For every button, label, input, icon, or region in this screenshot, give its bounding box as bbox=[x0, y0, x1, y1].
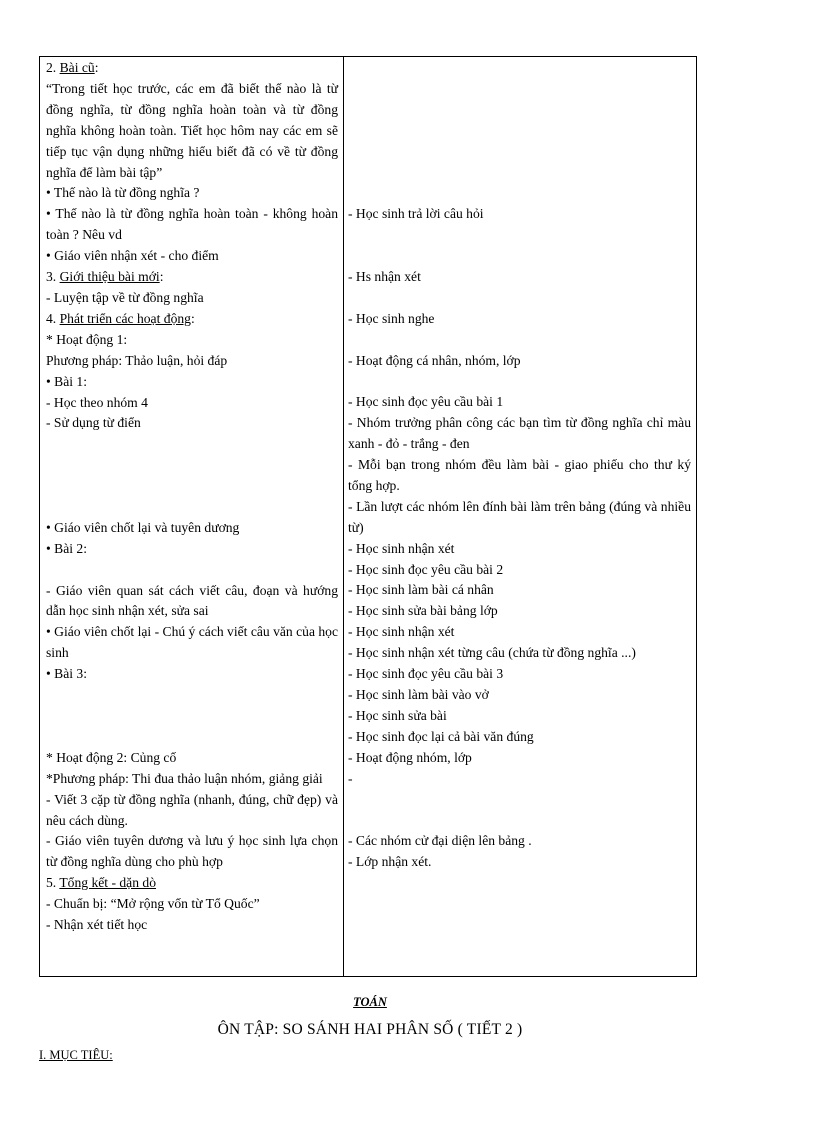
spacer bbox=[348, 162, 691, 183]
teacher-text: *Phương pháp: Thi đua thảo luận nhóm, giảng giải bbox=[46, 770, 323, 786]
spacer bbox=[348, 225, 691, 246]
spacer bbox=[46, 434, 338, 455]
student-text: - Học sinh nhận xét bbox=[348, 540, 455, 556]
teacher-text: • Bài 1: bbox=[46, 373, 88, 389]
student-text: - Mỗi bạn trong nhóm đều làm bài - giao phiếu cho thư ký tổng hợp. bbox=[348, 457, 691, 493]
student-text: - Học sinh nhận xét từng câu (chứa từ đồng nghĩa ...) bbox=[348, 645, 636, 661]
teacher-activities-column bbox=[46, 58, 338, 936]
student-text: - Học sinh làm bài vào vở bbox=[348, 687, 489, 702]
student-activities-column bbox=[348, 58, 691, 873]
teacher-text: Phương pháp: Thảo luận, hỏi đáp bbox=[46, 352, 228, 368]
spacer bbox=[348, 58, 691, 79]
spacer bbox=[46, 560, 338, 581]
section-heading: 3. Giới thiệu bài mới: bbox=[46, 269, 164, 285]
spacer bbox=[46, 727, 338, 748]
student-text: - Lớp nhận xét. bbox=[348, 854, 432, 870]
spacer bbox=[348, 288, 691, 309]
student-text: - bbox=[348, 770, 353, 786]
teacher-text: • Thế nào là từ đồng nghĩa ? bbox=[46, 185, 200, 201]
student-text: - Hoạt động cá nhân, nhóm, lớp bbox=[348, 352, 521, 368]
spacer bbox=[348, 371, 691, 392]
teacher-text: “Trong tiết học trước, các em đã biết thế nào là từ đồng nghĩa, từ đồng nghĩa hoàn toàn và từ đồng nghĩa không hoàn toàn. Tiết học hôm nay các em sẽ tiếp tục vận dụng những hiểu biết đã có về từ đồng nghĩa để làm bài tập” bbox=[46, 80, 338, 180]
teacher-text: - Chuẩn bị: “Mở rộng vốn từ Tổ Quốc” bbox=[46, 896, 260, 912]
teacher-text: • Giáo viên nhận xét - cho điểm bbox=[46, 248, 219, 264]
student-text: - Học sinh sửa bài bảng lớp bbox=[348, 603, 498, 619]
spacer bbox=[348, 330, 691, 351]
spacer bbox=[348, 790, 691, 811]
student-text: - Học sinh nghe bbox=[348, 310, 435, 326]
student-text: - Học sinh đọc lại cả bài văn đúng bbox=[348, 728, 534, 744]
spacer bbox=[348, 100, 691, 121]
teacher-text: - Luyện tập về từ đồng nghĩa bbox=[46, 289, 204, 305]
student-text: - Học sinh trả lời câu hỏi bbox=[348, 206, 484, 222]
spacer bbox=[348, 142, 691, 163]
teacher-text: - Viết 3 cặp từ đồng nghĩa (nhanh, đúng, chữ đẹp) và nêu cách dùng. bbox=[46, 791, 338, 828]
subject-heading: TOÁN bbox=[353, 995, 387, 1009]
section-heading: 2. Bài cũ: bbox=[46, 60, 99, 75]
teacher-text: * Hoạt động 1: bbox=[46, 331, 128, 347]
teacher-text: • Giáo viên chốt lại - Chú ý cách viết câu văn của học sinh bbox=[46, 624, 339, 661]
spacer bbox=[46, 497, 338, 518]
student-text: - Học sinh đọc yêu cầu bài 1 bbox=[348, 394, 504, 410]
objectives-heading: I. MỤC TIÊU: bbox=[39, 1048, 113, 1062]
teacher-text: • Thế nào là từ đồng nghĩa hoàn toàn - không hoàn toàn ? Nêu vd bbox=[46, 206, 338, 243]
lesson-title: ÔN TẬP: SO SÁNH HAI PHÂN SỐ ( TIẾT 2 ) bbox=[217, 1021, 523, 1038]
section-heading: 5. Tổng kết - dặn dò bbox=[46, 875, 157, 891]
spacer bbox=[46, 455, 338, 476]
teacher-text: • Bài 3: bbox=[46, 666, 88, 682]
spacer bbox=[46, 476, 338, 497]
teacher-text: - Sử dụng từ điển bbox=[46, 415, 141, 431]
spacer bbox=[348, 183, 691, 204]
spacer bbox=[348, 121, 691, 142]
student-text: - Học sinh làm bài cá nhân bbox=[348, 582, 494, 598]
student-text: - Học sinh đọc yêu cầu bài 2 bbox=[348, 561, 504, 577]
spacer bbox=[46, 685, 338, 706]
teacher-text: * Hoạt động 2: Củng cố bbox=[46, 749, 177, 765]
section-heading: 4. Phát triển các hoạt động: bbox=[46, 310, 195, 326]
teacher-text: - Học theo nhóm 4 bbox=[46, 394, 148, 410]
student-text: - Hs nhận xét bbox=[348, 268, 421, 284]
spacer bbox=[348, 79, 691, 100]
teacher-text: - Nhận xét tiết học bbox=[46, 917, 148, 933]
column-divider bbox=[343, 56, 344, 977]
student-text: - Các nhóm cử đại diện lên bảng . bbox=[348, 833, 532, 849]
student-text: - Nhóm trưởng phân công các bạn tìm từ đồng nghĩa chỉ màu xanh - đỏ - trắng - đen bbox=[348, 415, 691, 452]
teacher-text: • Giáo viên chốt lại và tuyên dương bbox=[46, 519, 240, 535]
student-text: - Học sinh nhận xét bbox=[348, 624, 455, 640]
student-text: - Hoạt động nhóm, lớp bbox=[348, 749, 472, 765]
student-text: - Lần lượt các nhóm lên đính bài làm trên bảng (đúng và nhiều từ) bbox=[348, 498, 691, 535]
spacer bbox=[348, 810, 691, 831]
spacer bbox=[46, 706, 338, 727]
teacher-text: - Giáo viên quan sát cách viết câu, đoạn và hướng dẫn học sinh nhận xét, sửa sai bbox=[46, 582, 338, 619]
teacher-text: - Giáo viên tuyên dương và lưu ý học sinh lựa chọn từ đồng nghĩa dùng cho phù hợp bbox=[46, 833, 338, 870]
spacer bbox=[348, 246, 691, 267]
teacher-text: • Bài 2: bbox=[46, 540, 88, 556]
student-text: - Học sinh sửa bài bbox=[348, 707, 447, 723]
student-text: - Học sinh đọc yêu cầu bài 3 bbox=[348, 666, 504, 682]
